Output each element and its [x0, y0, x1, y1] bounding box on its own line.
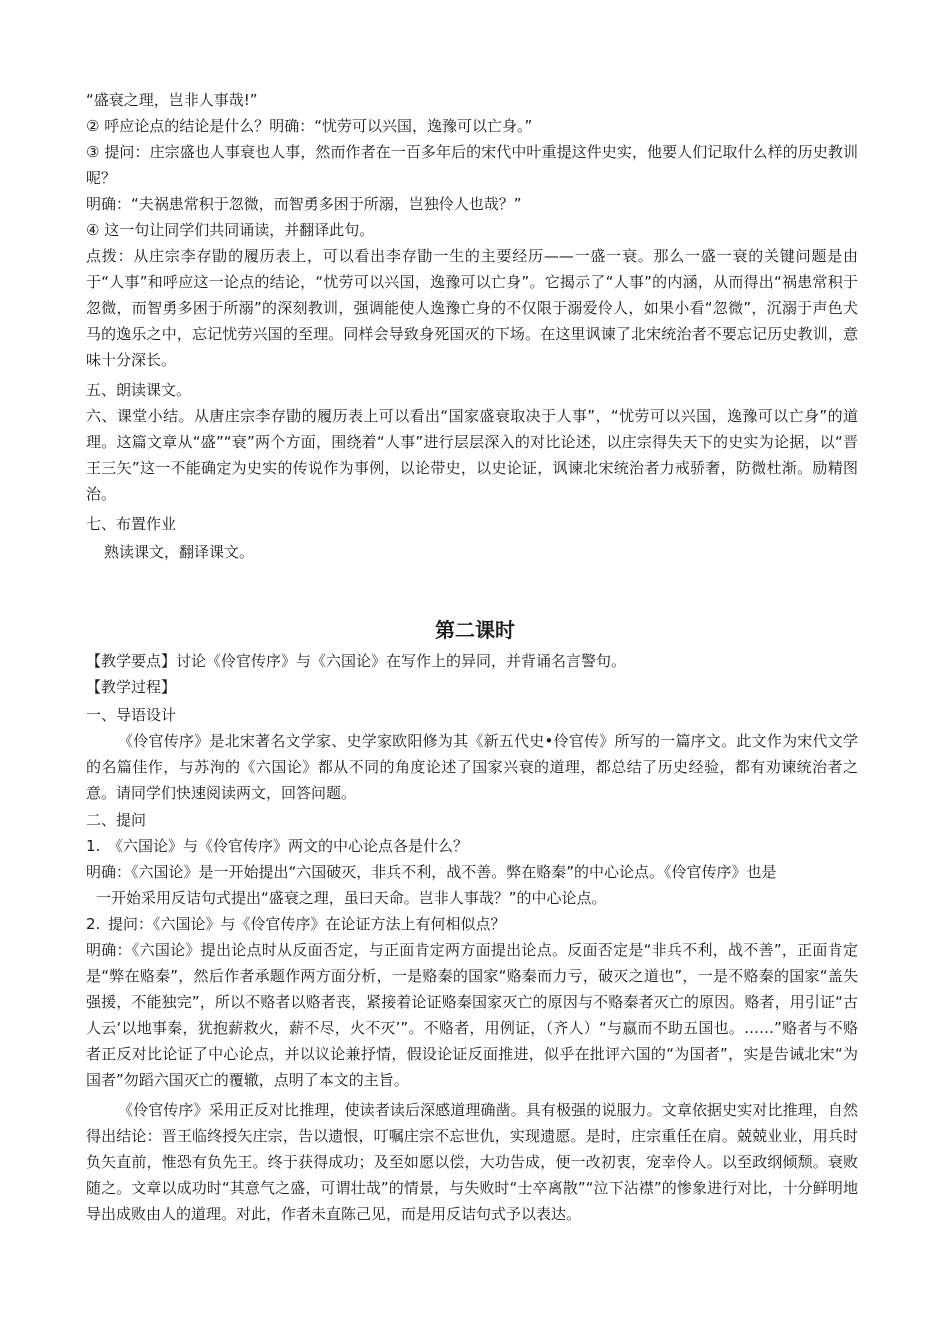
question-1-text: 《六国论》与《伶官传序》两文的中心论点各是什么？: [108, 837, 469, 855]
item-3: ③ 提问：庄宗盛也人事衰也人事，然而作者在一百多年后的宋代中叶重提这件史实，他要人们记取什么样的历史教训呢？: [86, 143, 858, 187]
teaching-process-heading: 【教学过程】: [86, 678, 177, 696]
answer-1: 明确：《六国论》是一开始提出“六国破灭，非兵不利，战不善。弊在赂秦”的中心论点。《伶官传序》也是: [86, 863, 777, 881]
key-points: 【教学要点】讨论《伶官传序》与《六国论》在写作上的异同，并背诵名言警句。: [86, 652, 627, 670]
item-2: ② 呼应论点的结论是什么？明确：“忧劳可以兴国，逸豫可以亡身。”: [86, 117, 533, 135]
question-2-number: 2.: [86, 915, 101, 933]
section-7: 七、布置作业: [86, 515, 177, 533]
answer-2: 明确：《六国论》提出论点时从反面否定，与正面肯定两方面提出论点。反面否定是“非兵不利，战不善”，正面肯定是“弊在赂秦”，然后作者承题作两方面分析，一是赂秦的国家“赂秦而力亏，破灭之道也”，一是不赂秦的国家“盖失强援，不能独完”，所以不赂者以赂者丧，紧接着论证赂秦国家灭亡的原因与不赂秦者灭亡的原因。赂者，用引证“古人云‘以地事秦，犹抱薪救火，薪不尽，火不灭’”。不赂者，用例证，（齐人）“与嬴而不助五国也。……”赂者与不赂者正反对比论证了中心论点，并以议论兼抒情，假设论证反面推进，似乎在批评六国的“为国者”，实是告诫北宋“为国者”勿蹈六国灭亡的覆辙，点明了本文的主旨。: [86, 941, 858, 1089]
section-2: 二、提问: [86, 811, 147, 829]
question-1-number: 1.: [86, 837, 101, 855]
question-2-text: 提问：《六国论》与《伶官传序》在论证方法上有何相似点？: [108, 915, 506, 933]
question-2: [86, 911, 858, 937]
section-1: 一、导语设计: [86, 706, 177, 724]
section-6-summary: 六、课堂小结。从唐庄宗李存勖的履历表上可以看出“国家盛衰取决于人事”，“忧劳可以兴国，逸豫可以亡身”的道理。这篇文章从“盛”“衰”两个方面，围绕着“人事”进行层层深入的对比论述，以庄宗得失天下的史实为论据，以“晋王三矢”这一不能确定为史实的传说作为事例，以论带史，以史论证，讽谏北宋统治者力戒骄奢，防微杜渐。励精图治。: [86, 407, 858, 503]
lesson-2-title: 第二课时: [435, 618, 515, 642]
item-4: ④ 这一句让同学们共同诵读，并翻译此句。: [86, 221, 375, 239]
item-3-answer: 明确：“夫祸患常积于忽微，而智勇多困于所溺，岂独伶人也哉？”: [86, 195, 522, 213]
answer-2-second-paragraph: 《伶官传序》采用正反对比推理，使读者读后深感道理确凿。具有极强的说服力。文章依据史实对比推理，自然得出结论：晋王临终授矢庄宗，告以遗恨，叮嘱庄宗不忘世仇，实现遗愿。是时，庄宗重任在肩。兢兢业业，用兵时负矢直前，惟恐有负先王。终于获得成功；及至如愿以偿，大功告成，便一改初衷，宠幸伶人。以至政纲倾颓。衰败随之。文章以成功时“其意气之盛，可谓壮哉”的情景，与失败时“士卒离散”“泣下沾襟”的惨象进行对比，十分鲜明地导出成败由人的道理。对此，作者未直陈己见，而是用反诘句式予以表达。: [86, 1101, 858, 1223]
quote-line: “盛衰之理，岂非人事哉!”: [86, 91, 258, 109]
question-1: [86, 833, 858, 859]
answer-1-continued: 一开始采用反诘句式提出“盛衰之理，虽曰天命。岂非人事哉？”的中心论点。: [96, 889, 607, 907]
homework: 熟读课文，翻译课文。: [104, 543, 255, 561]
section-5: 五、朗读课文。: [86, 381, 192, 399]
intro-paragraph: 《伶官传序》是北宋著名文学家、史学家欧阳修为其《新五代史•伶官传》所写的一篇序文。此文作为宋代文学的名篇佳作，与苏洵的《六国论》都从不同的角度论述了国家兴衰的道理，都总结了历史经验，都有劝谏统治者之意。请同学们快速阅读两文，回答问题。: [86, 732, 858, 802]
tip-paragraph: 点拨：从庄宗李存勖的履历表上，可以看出李存勖一生的主要经历——一盛一衰。那么一盛一衰的关键问题是由于“人事”和呼应这一论点的结论，“忧劳可以兴国，逸豫可以亡身”。它揭示了“人事”的内涵，从而得出“祸患常积于忽微，而智勇多困于所溺”的深刻教训，强调能使人逸豫亡身的不仅限于溺爱伶人，如果小看“忽微”，沉溺于声色犬马的逸乐之中，忘记忧劳兴国的至理。同样会导致身死国灭的下场。在这里讽谏了北宋统治者不要忘记历史教训，意味十分深长。: [86, 247, 858, 369]
